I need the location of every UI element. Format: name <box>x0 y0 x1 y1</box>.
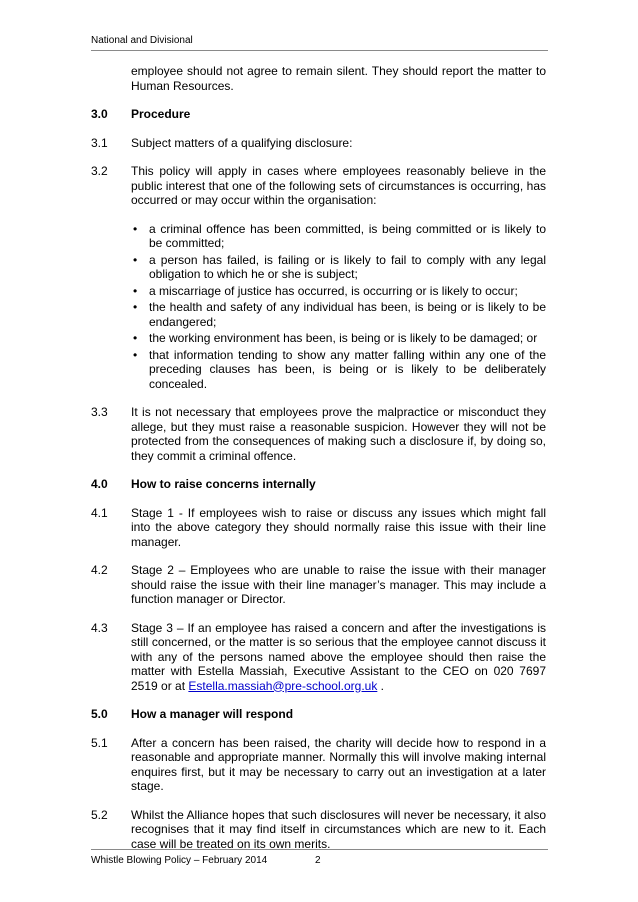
footer-title: Whistle Blowing Policy – February 2014 <box>91 855 268 866</box>
list-item-text: a miscarriage of justice has occurred, is occurring or is likely to occur; <box>149 283 518 298</box>
section-text: Whilst the Alliance hopes that such disclosures will never be necessary, it also recognises that it may find itself in circumstances which are new to it. Each case will be treated on its own merits. <box>131 807 546 851</box>
bullet-icon: • <box>133 221 138 236</box>
section-text: Stage 1 - If employees wish to raise or discuss any issues which might fall into the above category they should normally raise this issue with their line manager. <box>131 505 546 549</box>
header-divider <box>91 50 548 51</box>
list-item-text: a criminal offence has been committed, is being committed or is likely to be committed; <box>149 221 546 250</box>
section-text <box>131 621 546 694</box>
section-heading: How a manager will respond <box>131 707 294 721</box>
list-item <box>131 222 546 251</box>
section-3-3 <box>91 405 546 463</box>
section-text: Stage 2 – Employees who are unable to raise the issue with their manager should raise the issue with their line manager’s manager. This may include a function manager or Director. <box>131 563 546 606</box>
list-item-text: a person has failed, is failing or is likely to fail to comply with any legal obligation to which he or she is subject; <box>149 252 546 281</box>
page-header: National and Divisional <box>91 35 193 46</box>
section-number: 4.2 <box>91 563 108 577</box>
page-footer <box>91 855 321 867</box>
list-item <box>131 300 546 329</box>
list-item-text: the working environment has been, is being or is likely to be damaged; or <box>149 331 538 345</box>
section-5-0 <box>91 707 546 722</box>
bullet-icon: • <box>133 331 138 345</box>
section-4-0 <box>91 477 546 492</box>
continuation-text: employee should not agree to remain silent. They should report the matter to Human Resources. <box>131 64 546 93</box>
section-text-end: . <box>377 678 384 693</box>
section-number: 3.1 <box>91 135 108 150</box>
section-text: Subject matters of a qualifying disclosure: <box>131 135 353 150</box>
section-5-2 <box>91 808 546 852</box>
bullet-icon: • <box>133 347 138 362</box>
bullet-icon: • <box>133 283 138 298</box>
section-heading: How to raise concerns internally <box>131 477 316 491</box>
list-item-text: the health and safety of any individual has been, is being or is likely to be endangered; <box>149 300 546 329</box>
section-number: 3.0 <box>91 107 108 121</box>
list-item <box>131 284 546 299</box>
section-number: 5.2 <box>91 807 108 822</box>
section-number: 5.0 <box>91 707 108 721</box>
footer-divider <box>91 849 548 850</box>
section-number: 3.2 <box>91 164 108 178</box>
section-number: 4.0 <box>91 477 108 491</box>
section-3-1 <box>91 136 546 151</box>
page-number: 2 <box>315 855 321 866</box>
bullet-icon: • <box>133 252 138 267</box>
section-heading: Procedure <box>131 107 191 121</box>
section-text-body: Stage 3 – If an employee has raised a concern and after the investigations is still concerned, or the matter is so serious that the employee cannot discuss it with any of the persons named above the employee should then raise the matter with Estella Massiah, Executive Assistant to the CEO on 020 7697 2519 or at <box>131 620 546 693</box>
section-text: After a concern has been raised, the charity will decide how to respond in a reasonable and appropriate manner. Normally this will involve making internal enquires first, but it may be necessary to carry out an investigation at a later stage. <box>131 735 546 793</box>
document-body <box>91 64 546 851</box>
email-link[interactable]: Estella.massiah@pre-school.org.uk <box>188 678 378 693</box>
section-4-1 <box>91 506 546 550</box>
list-item <box>131 331 546 346</box>
bullet-icon: • <box>133 300 138 314</box>
section-number: 4.3 <box>91 620 108 635</box>
section-text: This policy will apply in cases where employees reasonably believe in the public interest that one of the following sets of circumstances is occurring, has occurred or may occur within the organisation: <box>131 164 546 207</box>
list-item <box>131 253 546 282</box>
list-item <box>131 348 546 392</box>
section-4-3 <box>91 621 546 694</box>
circumstances-list <box>131 222 546 392</box>
section-number: 5.1 <box>91 735 108 750</box>
section-3-2 <box>91 164 546 208</box>
section-text: It is not necessary that employees prove the malpractice or misconduct they allege, but they must raise a reasonable suspicion. However they will not be protected from the consequences of making such a disclosure if, by doing so, they commit a criminal offence. <box>131 405 546 463</box>
section-number: 3.3 <box>91 405 108 419</box>
section-5-1 <box>91 736 546 794</box>
list-item-text: that information tending to show any matter falling within any one of the preceding clauses has been, is being or is likely to be deliberately concealed. <box>149 347 546 391</box>
section-4-2 <box>91 563 546 607</box>
section-3-0 <box>91 107 546 122</box>
section-number: 4.1 <box>91 505 108 520</box>
